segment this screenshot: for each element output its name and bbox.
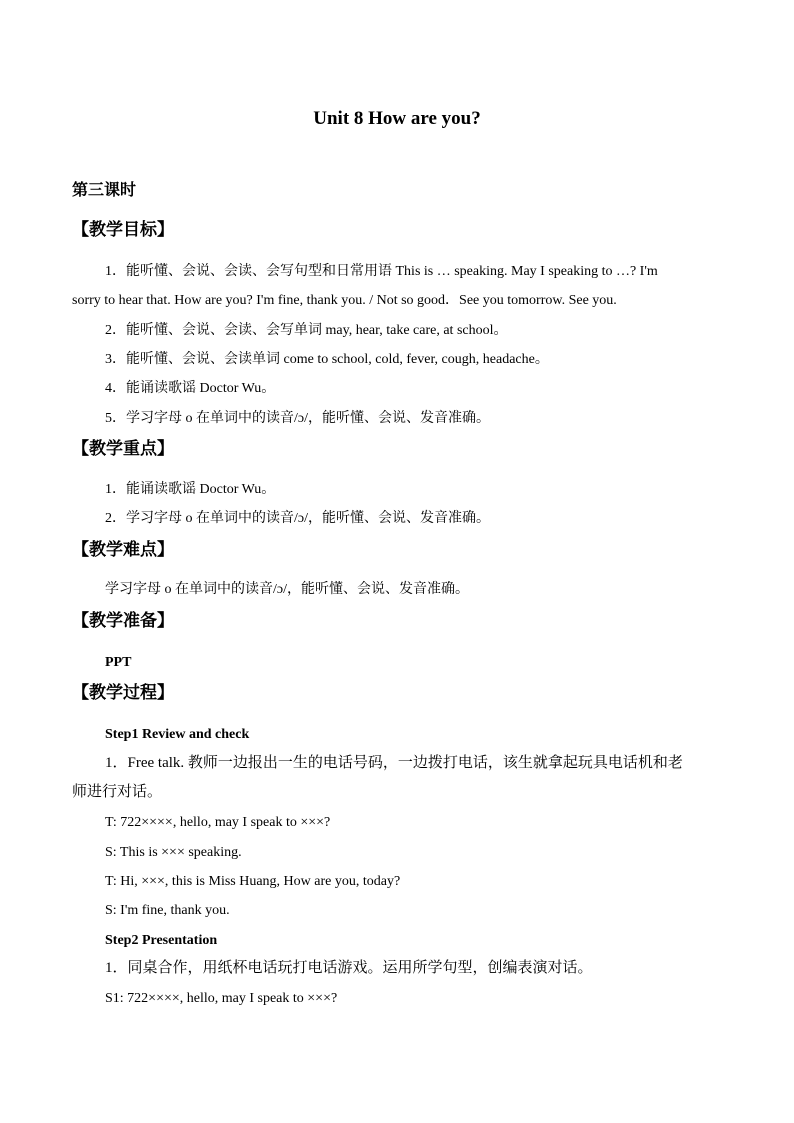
keypoint-item-1: 1．能诵读歌谣 Doctor Wu。 xyxy=(105,482,276,497)
difficulty-item-1: 学习字母 o 在单词中的读音/ɔ/，能听懂、会说、发音准确。 xyxy=(105,582,469,597)
keypoint-item-2: 2．学习字母 o 在单词中的读音/ɔ/，能听懂、会说、发音准确。 xyxy=(105,511,490,526)
dialogue-line: S: This is ××× speaking. xyxy=(105,845,242,860)
goals-heading: 【教学目标】 xyxy=(72,220,174,240)
preparation-heading: 【教学准备】 xyxy=(72,611,174,631)
preparation-item-ppt: PPT xyxy=(105,655,132,670)
dialogue-line: S: I'm fine, thank you. xyxy=(105,903,230,918)
dialogue-line: S1: 722××××, hello, may I speak to ×××? xyxy=(105,991,338,1006)
process-heading: 【教学过程】 xyxy=(72,683,174,703)
goal-item-1: 1．能听懂、会说、会读、会写句型和日常用语 This is … speaking. May I speaking to …? I'm xyxy=(105,264,658,279)
goal-item-1-continued: sorry to hear that. How are you? I'm fine, thank you. / Not so good．See you tomorrow. See you. xyxy=(72,293,617,308)
step2-line-1: 1．同桌合作，用纸杯电话玩打电话游戏。运用所学句型，创编表演对话。 xyxy=(105,960,593,976)
unit-title: Unit 8 How are you? xyxy=(313,108,481,129)
step2-heading: Step2 Presentation xyxy=(105,933,218,948)
dialogue-line: T: 722××××, hello, may I speak to ×××? xyxy=(105,815,331,830)
difficulties-heading: 【教学难点】 xyxy=(72,540,174,560)
goal-item-2: 2．能听懂、会说、会读、会写单词 may, hear, take care, at school。 xyxy=(105,323,508,338)
step1-line-2: 师进行对话。 xyxy=(72,784,163,800)
step1-line-1: 1．Free talk. 教师一边报出一生的电话号码，一边拨打电话，该生就拿起玩具电话机和老 xyxy=(105,755,683,771)
goal-item-4: 4．能诵读歌谣 Doctor Wu。 xyxy=(105,381,276,396)
goal-item-5: 5．学习字母 o 在单词中的读音/ɔ/，能听懂、会说、发音准确。 xyxy=(105,411,490,426)
keypoints-heading: 【教学重点】 xyxy=(72,439,174,459)
dialogue-line: T: Hi, ×××, this is Miss Huang, How are you, today? xyxy=(105,874,401,889)
step1-heading: Step1 Review and check xyxy=(105,727,250,742)
lesson-heading: 第三课时 xyxy=(72,180,137,199)
goal-item-3: 3．能听懂、会说、会读单词 come to school, cold, fever, cough, headache。 xyxy=(105,352,549,367)
